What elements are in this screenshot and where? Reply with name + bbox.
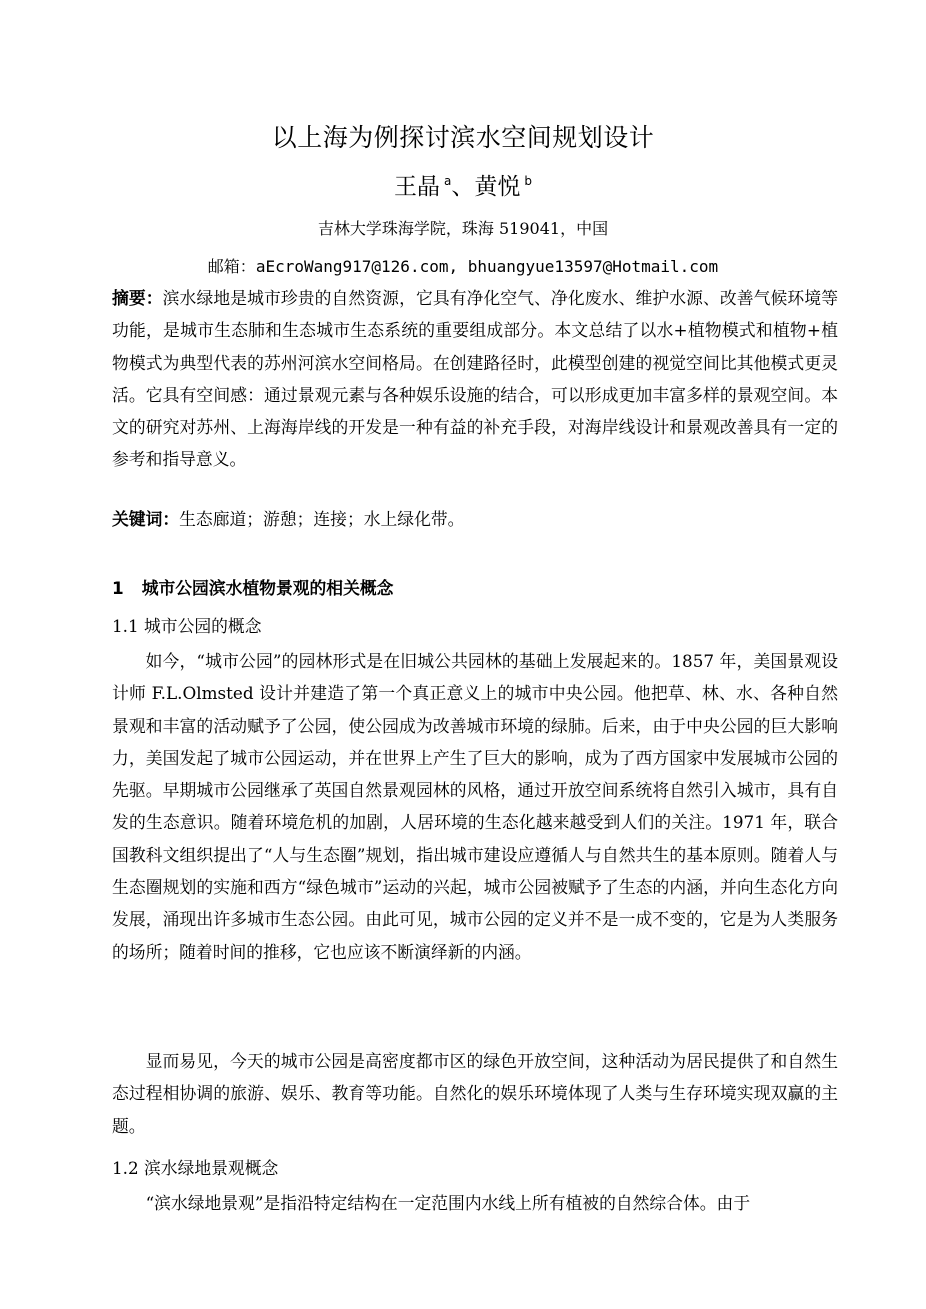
author-separator: 、 (451, 174, 475, 200)
keywords (112, 503, 838, 535)
keywords-label: 关键词： (112, 509, 180, 529)
keywords-text: 生态廊道；游憩；连接；水上绿化带。 (179, 509, 465, 529)
abstract (112, 282, 838, 476)
email-line (0, 254, 926, 277)
affiliation: 吉林大学珠海学院，珠海 519041，中国 (317, 219, 609, 238)
author-line (0, 168, 926, 201)
paper-title: 以上海为例探讨滨水空间规划设计 (271, 123, 655, 152)
section-number: 1 (112, 578, 124, 598)
author-name: 黄悦 (474, 174, 521, 200)
paragraph: “滨水绿地景观”是指沿特定结构在一定范围内水线上所有植被的自然综合体。由于 (145, 1193, 751, 1213)
author-superscript: b (524, 174, 532, 189)
email-addresses: aEcroWang917@126.com, bhuangyue13597@Hotmail.com (255, 257, 719, 276)
abstract-label: 摘要： (112, 288, 163, 308)
email-label: 邮箱： (207, 257, 256, 276)
paragraph: 显而易见，今天的城市公园是高密度都市区的绿色开放空间，这种活动为居民提供了和自然生态过程相协调的旅游、娱乐、教育等功能。自然化的娱乐环境体现了人类与生存环境实现双赢的主题。 (112, 1051, 838, 1136)
author-name: 王晶 (394, 174, 440, 200)
section-title: 城市公园滨水植物景观的相关概念 (141, 578, 394, 598)
author-superscript: a (444, 174, 452, 189)
abstract-text: 滨水绿地是城市珍贵的自然资源，它具有净化空气、净化废水、维护水源、改善气候环境等功能，是城市生态肺和生态城市生态系统的重要组成部分。本文总结了以水+植物模式和植物+植物模式为典型代表的苏州河滨水空间格局。在创建路径时，此模型创建的视觉空间比其他模式更灵活。它具有空间感：通过景观元素与各种娱乐设施的结合，可以形成更加丰富多样的景观空间。本文的研究对苏州、上海海岸线的开发是一种有益的补充手段，对海岸线设计和景观改善具有一定的参考和指导意义。 (112, 288, 838, 470)
subsection-heading: 1.1 城市公园的概念 (112, 616, 262, 636)
subsection-heading: 1.2 滨水绿地景观概念 (112, 1158, 279, 1178)
section-heading (112, 575, 393, 599)
paragraph: 如今，“城市公园”的园林形式是在旧城公共园林的基础上发展起来的。1857 年，美国景观设计师 F.L.Olmsted 设计并建造了第一个真正意义上的城市中央公园。他把草、林、水、各种自然景观和丰富的活动赋予了公园，使公园成为改善城市环境的绿肺。后来，由于中央公园的巨大影响力，美国发起了城市公园运动，并在世界上产生了巨大的影响，成为了西方国家中发展城市公园的先驱。早期城市公园继承了英国自然景观园林的风格，通过开放空间系统将自然引入城市，具有自发的生态意识。随着环境危机的加剧，人居环境的生态化越来越受到人们的关注。1971 年，联合国教科文组织提出了“人与生态圈”规划，指出城市建设应遵循人与自然共生的基本原则。随着人与生态圈规划的实施和西方“绿色城市”运动的兴起，城市公园被赋予了生态的内涵，并向生态化方向发展，涌现出许多城市生态公园。由此可见，城市公园的定义并不是一成不变的，它是为人类服务的场所；随着时间的推移，它也应该不断演绎新的内涵。 (112, 651, 838, 962)
